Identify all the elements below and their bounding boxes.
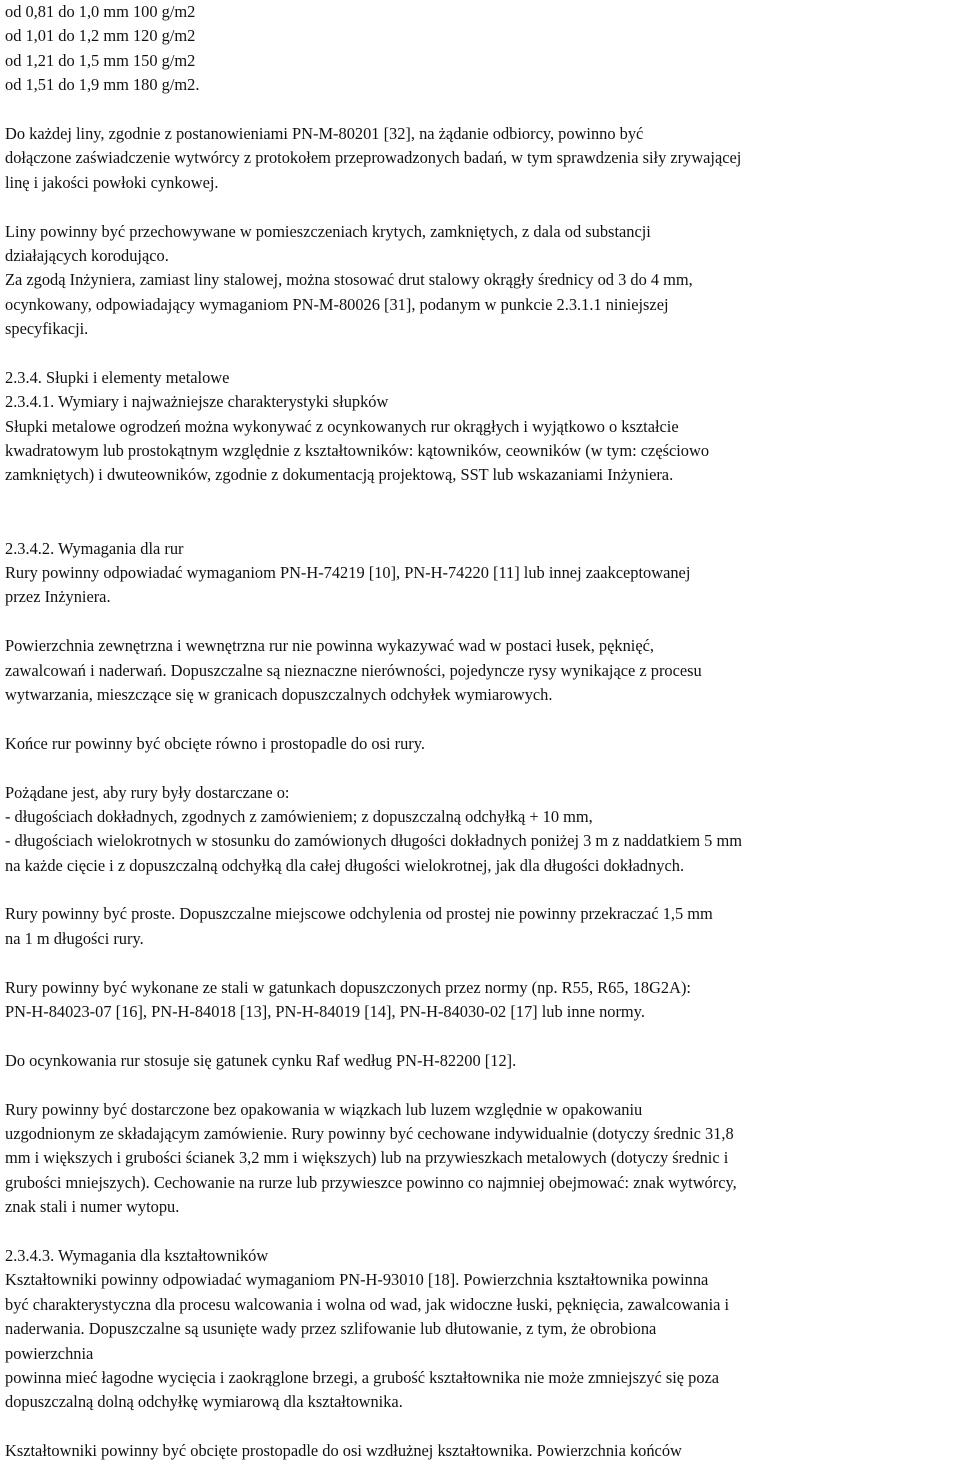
- text-line: PN-H-84023-07 [16], PN-H-84018 [13], PN-H-84019 [14], PN-H-84030-02 [17] lub inne normy.: [5, 1002, 645, 1022]
- text-line: być charakterystyczna dla procesu walcowania i wolna od wad, jak widoczne łuski, pęknięcia, zawalcowania i: [5, 1294, 730, 1314]
- paragraph-gap: [5, 610, 960, 634]
- text-line: powierzchnia: [5, 1343, 94, 1363]
- text-line: dopuszczalną dolną odchyłkę wymiarową dla kształtownika.: [5, 1392, 403, 1412]
- text-line: Powierzchnia zewnętrzna i wewnętrzna rur nie powinna wykazywać wad w postaci łusek, pęknięć,: [5, 636, 654, 656]
- subsection-heading: 2.3.4.1. Wymiary i najważniejsze charakterystyki słupków: [5, 392, 389, 412]
- text-line: kwadratowym lub prostokątnym względnie z kształtowników: kątowników, ceowników (w tym: częściowo: [5, 441, 710, 461]
- paragraph-gap: [5, 341, 960, 365]
- text-line: Rury powinny być dostarczone bez opakowania w wiązkach lub luzem względnie w opakowaniu: [5, 1099, 643, 1119]
- paragraph-gap: [5, 98, 960, 122]
- paragraph-gap: [5, 1073, 960, 1097]
- text-line: Rury powinny odpowiadać wymaganiom PN-H-74219 [10], PN-H-74220 [11] lub innej zaakceptowanej: [5, 563, 691, 582]
- subsection-heading: 2.3.4.3. Wymagania dla kształtowników: [5, 1245, 269, 1265]
- text-line: zamkniętych) i dwuteowników, zgodnie z dokumentacją projektową, SST lub wskazaniami Inżyniera.: [5, 465, 674, 485]
- text-line: przez Inżyniera.: [5, 587, 111, 607]
- text-line: powinna mieć łagodne wycięcia i zaokrąglone brzegi, a grubość kształtownika nie może zmniejszyć się poza: [5, 1367, 720, 1387]
- text-line: Pożądane jest, aby rury były dostarczane o:: [5, 782, 290, 802]
- text-line: od 1,51 do 1,9 mm 180 g/m2.: [5, 75, 200, 95]
- paragraph-gap: [5, 1415, 960, 1439]
- text-line: Do każdej liny, zgodnie z postanowieniami PN-M-80201 [32], na żądanie odbiorcy, powinno być: [5, 123, 644, 143]
- text-line: Za zgodą Inżyniera, zamiast liny stalowej, można stosować drut stalowy okrągły średnicy od 3 do 4 mm,: [5, 270, 693, 290]
- paragraph-gap: [5, 1024, 960, 1048]
- text-line: Liny powinny być przechowywane w pomieszczeniach krytych, zamkniętych, z dala od substancji: [5, 221, 651, 241]
- paragraph-gap: [5, 707, 960, 731]
- text-line: ocynkowany, odpowiadający wymaganiom PN-M-80026 [31], podanym w punkcie 2.3.1.1 niniejszej: [5, 294, 669, 314]
- text-line: od 1,21 do 1,5 mm 150 g/m2: [5, 50, 196, 70]
- paragraph-gap: [5, 1220, 960, 1244]
- text-line: Słupki metalowe ogrodzeń można wykonywać z ocynkowanych rur okrągłych i wyjątkowo o kształcie: [5, 416, 679, 436]
- text-line: dołączone zaświadczenie wytwórcy z protokołem przeprowadzonych badań, w tym sprawdzenia siły zrywającej: [5, 148, 742, 168]
- list-item: - długościach wielokrotnych w stosunku do zamówionych długości dokładnych poniżej 3 m z naddatkiem 5 mm: [5, 831, 742, 851]
- text-line: na 1 m długości rury.: [5, 928, 144, 948]
- paragraph-gap: [5, 878, 960, 902]
- paragraph-gap: [5, 195, 960, 219]
- text-line: Kształtowniki powinny odpowiadać wymaganiom PN-H-93010 [18]. Powierzchnia kształtownika powinna: [5, 1270, 709, 1290]
- text-line: Kształtowniki powinny być obcięte prostopadle do osi wzdłużnej kształtownika. Powierzchnia końców: [5, 1441, 682, 1461]
- section-heading: 2.3.4. Słupki i elementy metalowe: [5, 367, 230, 387]
- paragraph-gap: [5, 488, 960, 537]
- text-line: linę i jakości powłoki cynkowej.: [5, 172, 219, 192]
- text-line: znak stali i numer wytopu.: [5, 1197, 180, 1217]
- text-line: Do ocynkowania rur stosuje się gatunek cynku Raf według PN-H-82200 [12].: [5, 1050, 517, 1070]
- text-line: grubości mniejszych). Cechowanie na rurze lub przywieszce powinno co najmniej obejmować: znak wytwórcy,: [5, 1172, 737, 1192]
- text-line: od 0,81 do 1,0 mm 100 g/m2: [5, 2, 196, 21]
- paragraph-gap: [5, 756, 960, 780]
- text-line: specyfikacji.: [5, 319, 89, 339]
- text-line: Rury powinny być wykonane ze stali w gatunkach dopuszczonych przez normy (np. R55, R65, 18G2A):: [5, 977, 691, 997]
- text-line: wytwarzania, mieszczące się w granicach dopuszczalnych odchyłek wymiarowych.: [5, 684, 553, 704]
- text-line: Rury powinny być proste. Dopuszczalne miejscowe odchylenia od prostej nie powinny przekraczać 1,5 mm: [5, 904, 713, 924]
- text-line: na każde cięcie i z dopuszczalną odchyłką dla całej długości wielokrotnej, jak dla długości dokładnych.: [5, 855, 685, 875]
- text-line: mm i większych i grubości ścianek 3,2 mm i większych) lub na przywieszkach metalowych (dotyczy średnic i: [5, 1148, 729, 1168]
- text-line: zawalcowań i naderwań. Dopuszczalne są nieznaczne nierówności, pojedyncze rysy wynikające z procesu: [5, 660, 702, 680]
- list-item: - długościach dokładnych, zgodnych z zamówieniem; z dopuszczalną odchyłką + 10 mm,: [5, 806, 593, 826]
- subsection-heading: 2.3.4.2. Wymagania dla rur: [5, 538, 184, 558]
- text-line: uzgodnionym ze składającym zamówienie. Rury powinny być cechowane indywidualnie (dotyczy średnic 31,8: [5, 1123, 734, 1143]
- text-line: naderwania. Dopuszczalne są usunięte wady przez szlifowanie lub dłutowanie, z tym, że obrobiona: [5, 1319, 657, 1339]
- paragraph-gap: [5, 951, 960, 975]
- text-line: działających korodująco.: [5, 245, 169, 265]
- text-line: od 1,01 do 1,2 mm 120 g/m2: [5, 26, 196, 46]
- text-line: Końce rur powinny być obcięte równo i prostopadle do osi rury.: [5, 733, 425, 753]
